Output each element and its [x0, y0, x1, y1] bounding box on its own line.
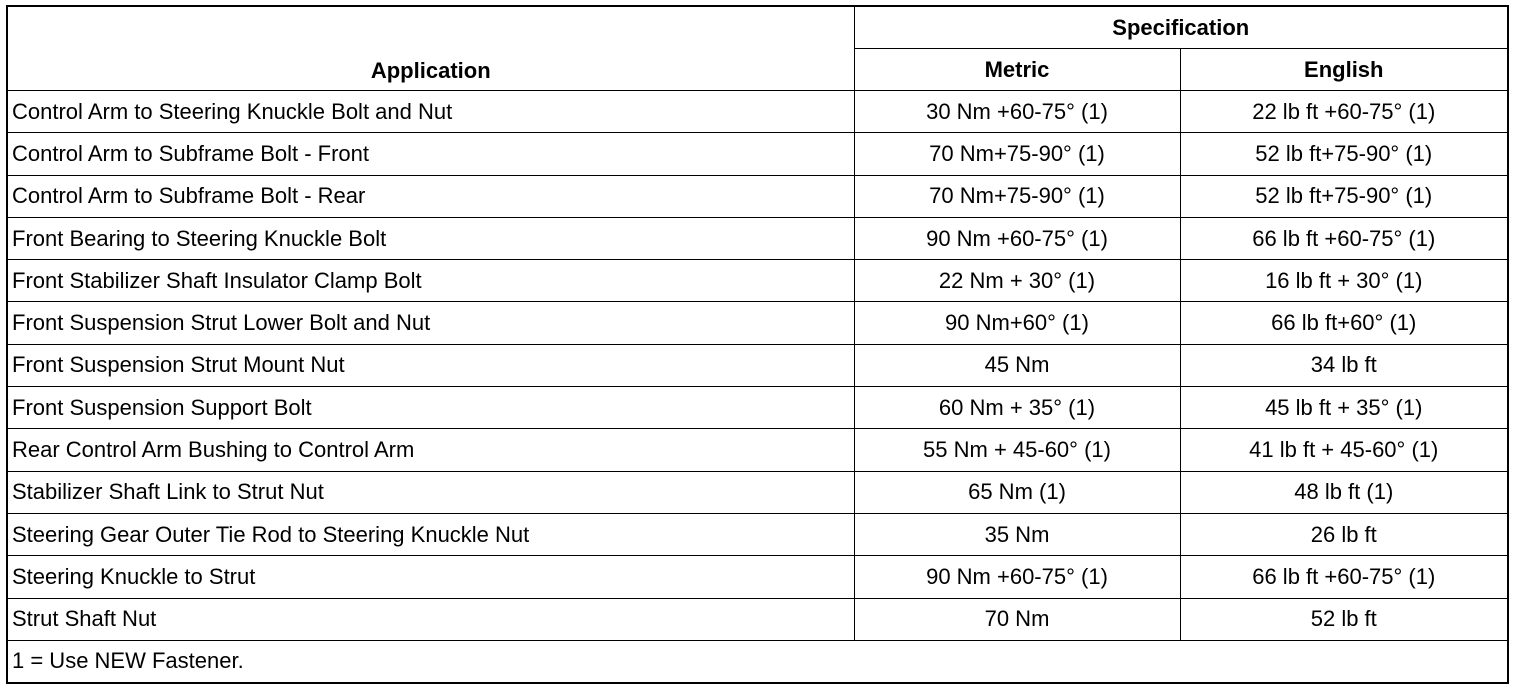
metric-cell: 45 Nm — [854, 344, 1180, 386]
table-row — [7, 91, 1508, 133]
footnote-row — [7, 640, 1508, 683]
footnote: 1 = Use NEW Fastener. — [7, 640, 1508, 683]
english-cell: 45 lb ft + 35° (1) — [1180, 387, 1508, 429]
english-cell: 16 lb ft + 30° (1) — [1180, 260, 1508, 302]
english-cell: 26 lb ft — [1180, 513, 1508, 555]
metric-cell: 60 Nm + 35° (1) — [854, 387, 1180, 429]
metric-cell: 35 Nm — [854, 513, 1180, 555]
metric-cell: 55 Nm + 45-60° (1) — [854, 429, 1180, 471]
application-cell: Control Arm to Subframe Bolt - Front — [7, 133, 854, 175]
english-cell: 48 lb ft (1) — [1180, 471, 1508, 513]
application-cell: Front Suspension Support Bolt — [7, 387, 854, 429]
table-row — [7, 260, 1508, 302]
application-cell: Strut Shaft Nut — [7, 598, 854, 640]
application-cell: Stabilizer Shaft Link to Strut Nut — [7, 471, 854, 513]
table-row — [7, 344, 1508, 386]
table-row — [7, 513, 1508, 555]
english-cell: 41 lb ft + 45-60° (1) — [1180, 429, 1508, 471]
metric-cell: 90 Nm+60° (1) — [854, 302, 1180, 344]
english-cell: 52 lb ft+75-90° (1) — [1180, 133, 1508, 175]
metric-cell: 90 Nm +60-75° (1) — [854, 556, 1180, 598]
table-row — [7, 429, 1508, 471]
application-cell: Steering Gear Outer Tie Rod to Steering Knuckle Nut — [7, 513, 854, 555]
application-cell: Control Arm to Subframe Bolt - Rear — [7, 175, 854, 217]
metric-cell: 30 Nm +60-75° (1) — [854, 91, 1180, 133]
english-cell: 52 lb ft — [1180, 598, 1508, 640]
application-header: Application — [7, 6, 854, 91]
metric-cell: 70 Nm — [854, 598, 1180, 640]
english-cell: 34 lb ft — [1180, 344, 1508, 386]
application-cell: Rear Control Arm Bushing to Control Arm — [7, 429, 854, 471]
table-row — [7, 133, 1508, 175]
application-cell: Front Bearing to Steering Knuckle Bolt — [7, 217, 854, 259]
table-row — [7, 598, 1508, 640]
english-header: English — [1180, 49, 1508, 91]
table-row — [7, 387, 1508, 429]
table-row — [7, 217, 1508, 259]
specification-header: Specification — [854, 6, 1508, 49]
metric-header: Metric — [854, 49, 1180, 91]
table-row — [7, 302, 1508, 344]
table-row — [7, 471, 1508, 513]
application-cell: Front Stabilizer Shaft Insulator Clamp Bolt — [7, 260, 854, 302]
table-row — [7, 175, 1508, 217]
english-cell: 66 lb ft+60° (1) — [1180, 302, 1508, 344]
english-cell: 52 lb ft+75-90° (1) — [1180, 175, 1508, 217]
header-row-top — [7, 6, 1508, 49]
metric-cell: 70 Nm+75-90° (1) — [854, 175, 1180, 217]
application-cell: Steering Knuckle to Strut — [7, 556, 854, 598]
metric-cell: 70 Nm+75-90° (1) — [854, 133, 1180, 175]
metric-cell: 65 Nm (1) — [854, 471, 1180, 513]
application-cell: Front Suspension Strut Lower Bolt and Nut — [7, 302, 854, 344]
english-cell: 22 lb ft +60-75° (1) — [1180, 91, 1508, 133]
english-cell: 66 lb ft +60-75° (1) — [1180, 217, 1508, 259]
table-row — [7, 556, 1508, 598]
torque-spec-table — [6, 5, 1509, 684]
metric-cell: 22 Nm + 30° (1) — [854, 260, 1180, 302]
english-cell: 66 lb ft +60-75° (1) — [1180, 556, 1508, 598]
application-cell: Front Suspension Strut Mount Nut — [7, 344, 854, 386]
metric-cell: 90 Nm +60-75° (1) — [854, 217, 1180, 259]
application-cell: Control Arm to Steering Knuckle Bolt and Nut — [7, 91, 854, 133]
